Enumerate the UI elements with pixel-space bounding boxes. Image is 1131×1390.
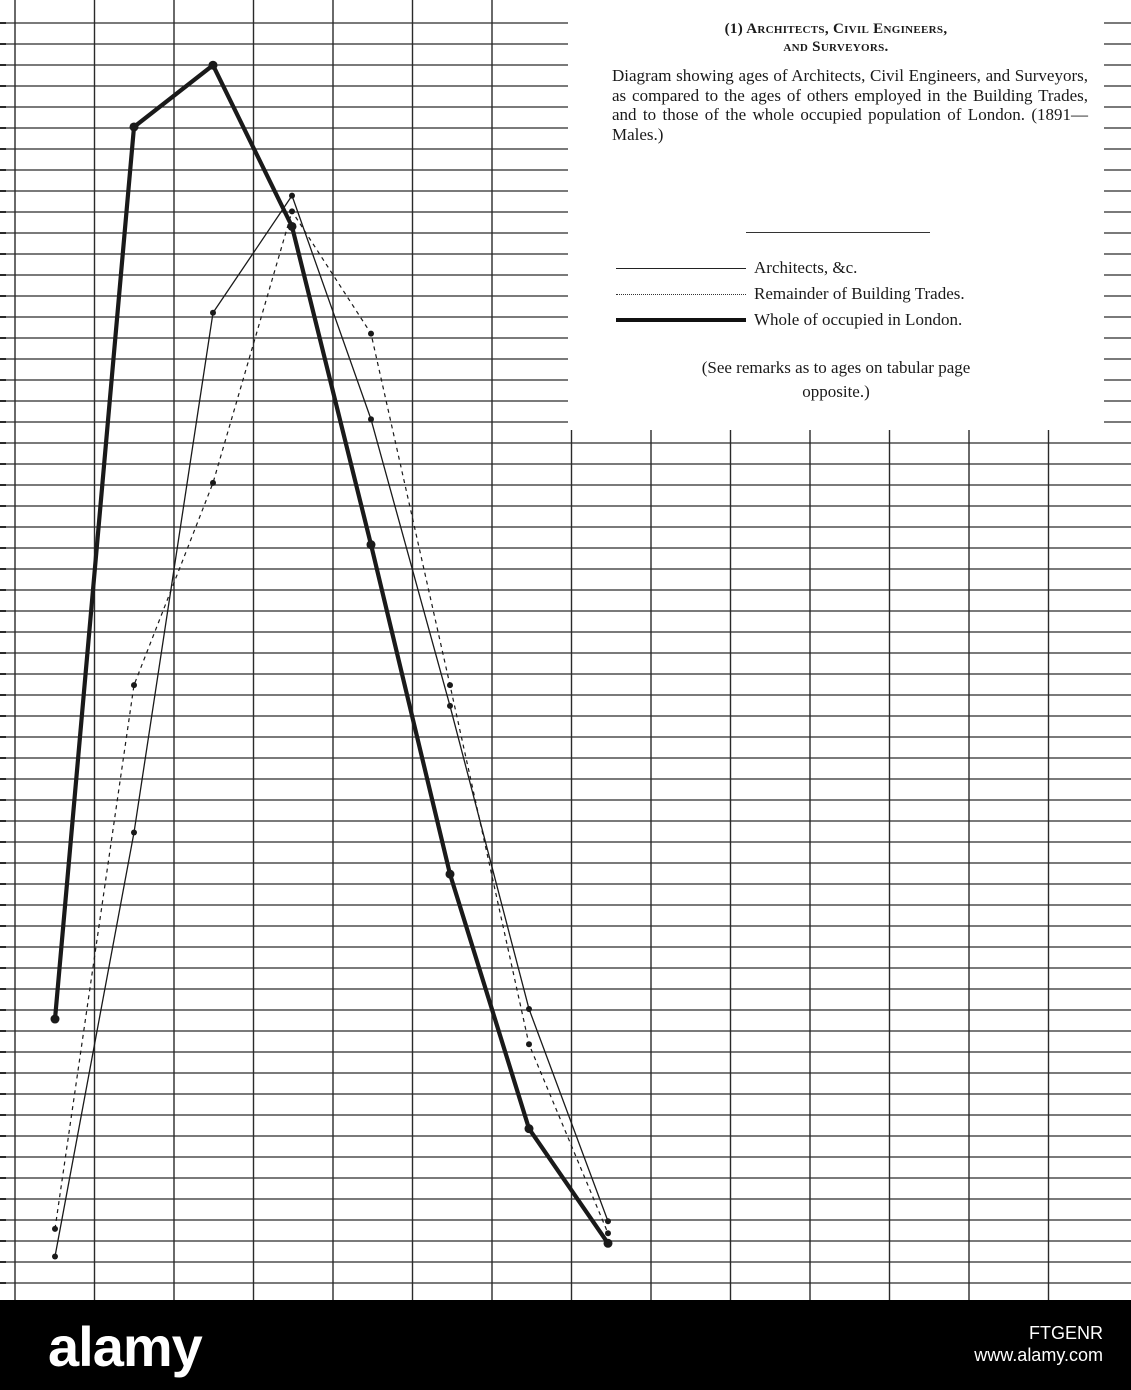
chart-lines [55,65,608,1256]
series-architects-point [368,416,374,422]
legend-description: Diagram showing ages of Architects, Civil Engineers, and Surveyors, as compared to the ages of others employed in the Building Trades, and to those of the whole occupied population of London. (1891—Males.) [612,66,1088,144]
series-architects-line [55,196,608,1257]
series-remainder-building-trades-point [368,331,374,337]
series-whole-occupied-london-point [604,1239,613,1248]
legend-swatch-dotted [616,294,746,295]
legend-entry-remainder [616,282,1106,306]
series-remainder-building-trades-point [131,682,137,688]
legend-divider [746,232,930,233]
series-whole-occupied-london-point [209,61,218,70]
series-whole-occupied-london-point [367,540,376,549]
series-remainder-building-trades-point [447,682,453,688]
watermark-footer [0,1300,1131,1390]
series-whole-occupied-london-point [288,222,297,231]
watermark-info [974,1322,1103,1366]
legend-note [568,356,1104,404]
series-remainder-building-trades-point [210,480,216,486]
legend-entry-label: Architects, &c. [754,258,858,277]
legend-note-line2: opposite.) [802,382,870,401]
series-architects-point [289,193,295,199]
series-remainder-building-trades-line [55,211,608,1233]
legend-title [568,20,1104,56]
series-whole-occupied-london-point [130,122,139,131]
legend-entry-whole [616,308,1106,332]
watermark-logo: alamy [48,1315,202,1378]
chart-points [51,61,613,1260]
series-architects-point [447,703,453,709]
legend-title-line2: and Surveyors. [783,39,889,55]
series-whole-occupied-london-point [51,1015,60,1024]
series-whole-occupied-london-point [446,870,455,879]
series-remainder-building-trades-point [52,1226,58,1232]
legend-swatch-thick-solid [616,318,746,322]
legend-entry-label: Whole of occupied in London. [754,310,963,329]
series-remainder-building-trades-point [289,208,295,214]
series-architects-point [605,1218,611,1224]
legend-entry-label: Remainder of Building Trades. [754,284,965,303]
watermark-image-id: FTGENR [1029,1323,1103,1343]
series-remainder-building-trades-point [605,1230,611,1236]
watermark-url: www.alamy.com [974,1345,1103,1365]
series-architects-point [52,1254,58,1260]
legend-note-line1: (See remarks as to ages on tabular page [701,358,971,377]
legend-swatch-thin-solid [616,268,746,269]
legend-title-line1: (1) Architects, Civil Engineers, [724,21,948,37]
legend-entry-architects [616,256,1106,280]
series-whole-occupied-london-point [525,1124,534,1133]
series-whole-occupied-london-line [55,65,608,1243]
series-architects-point [131,830,137,836]
series-architects-point [526,1006,532,1012]
legend [568,0,1104,430]
series-architects-point [210,310,216,316]
series-remainder-building-trades-point [526,1041,532,1047]
